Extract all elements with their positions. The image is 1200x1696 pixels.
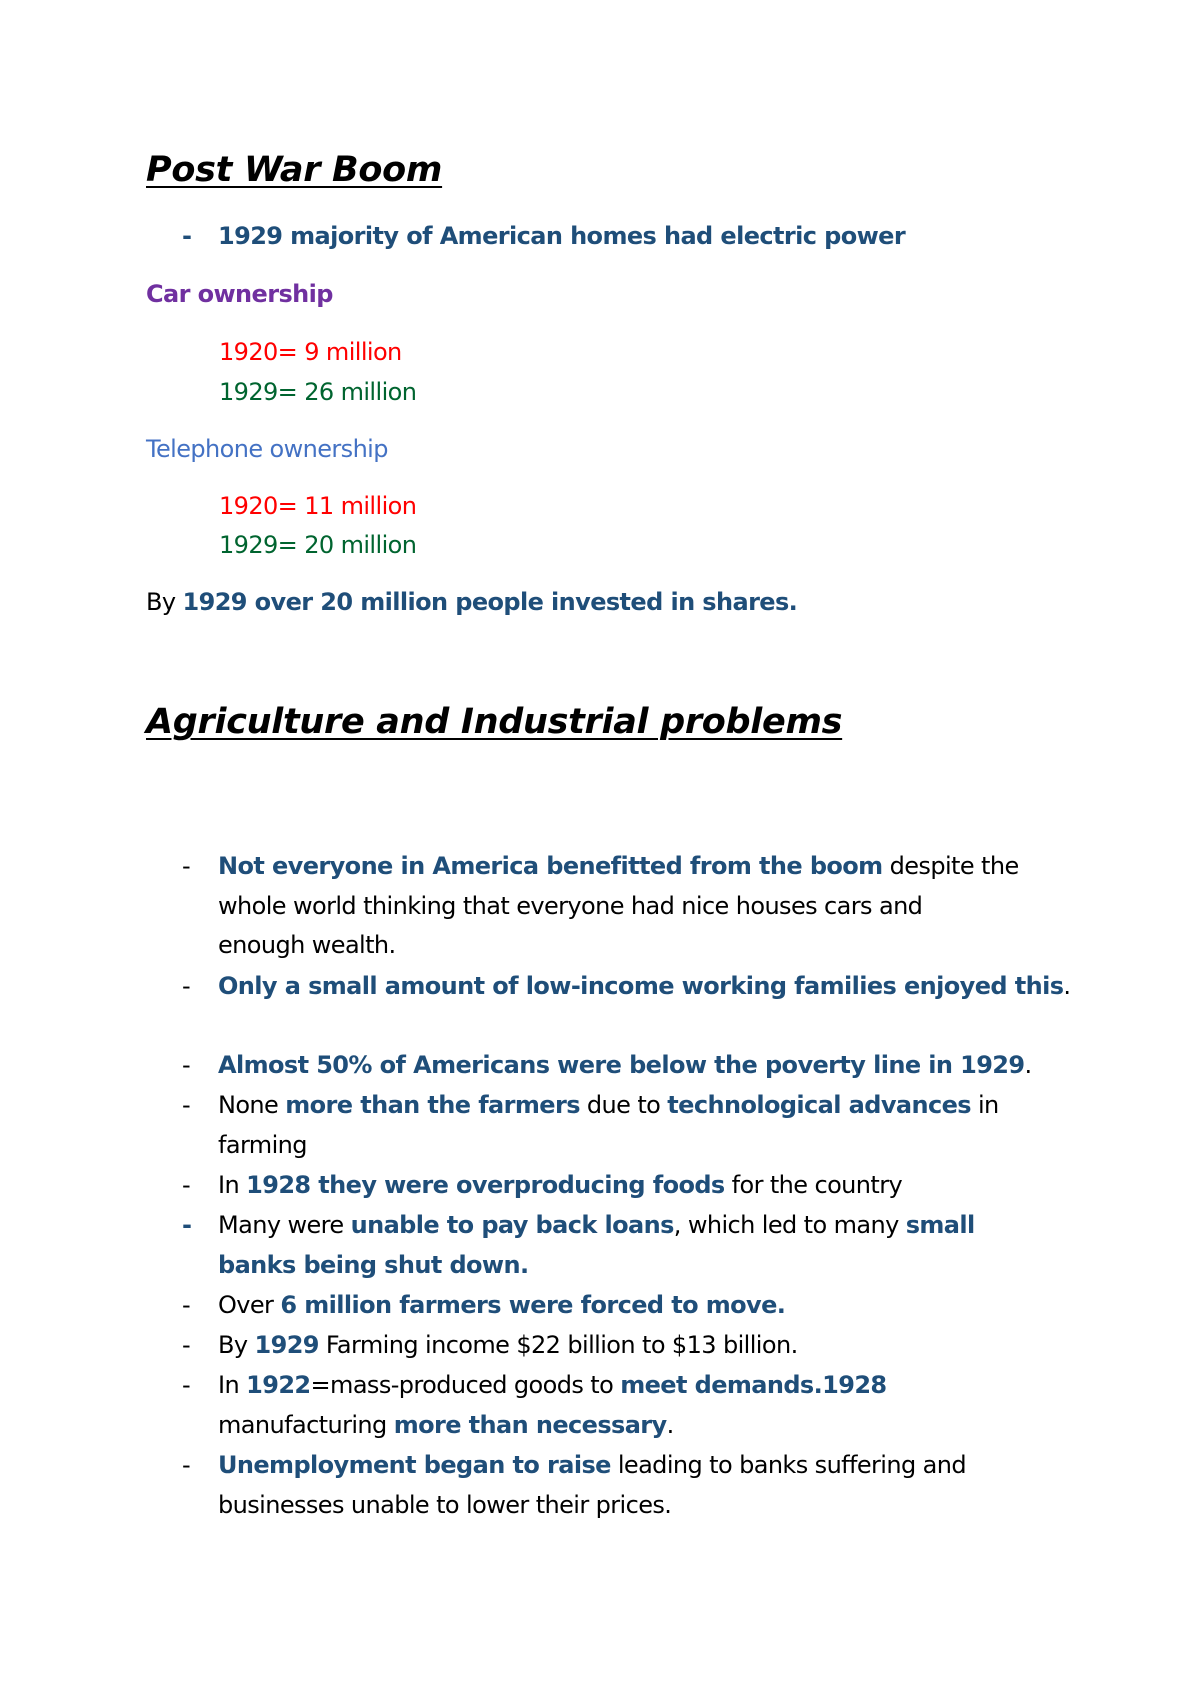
bullet-9-bold-1: 1922 (246, 1371, 311, 1399)
telephone-1920-value: 1920= 11 million (219, 492, 417, 520)
section-title-post-war-boom: Post War Boom (146, 150, 443, 190)
telephone-1929-value: 1929= 20 million (219, 531, 417, 559)
bullet-6-line-2: banks being shut down. (218, 1251, 529, 1279)
bullet-dash: - (182, 1051, 191, 1079)
shares-prefix: By (146, 588, 183, 616)
bullet-4-text-3: in (970, 1091, 999, 1119)
bullet-electric-power: 1929 majority of American homes had electric power (218, 222, 906, 250)
bullet-dash: - (182, 1331, 191, 1359)
bullet-9-line-1 (218, 1371, 887, 1399)
bullet-4-line-1 (218, 1091, 999, 1119)
bullet-dash: - (182, 1371, 191, 1399)
bullet-6-text-1: Many were (218, 1211, 351, 1239)
bullet-2-text: . (1063, 972, 1071, 1000)
bullet-10-bold: Unemployment began to raise (218, 1451, 611, 1479)
car-1920-value: 1920= 9 million (219, 338, 402, 366)
bullet-7-text: Over (218, 1291, 281, 1319)
bullet-9-text-3: manufacturing (218, 1411, 394, 1439)
bullet-dash: - (182, 1091, 191, 1119)
bullet-9-text-1: In (218, 1371, 247, 1399)
bullet-3 (218, 1051, 1032, 1079)
bullet-5-text-1: In (218, 1171, 247, 1199)
bullet-1-bold: Not everyone in America benefitted from the boom (218, 852, 883, 880)
bullet-2 (218, 972, 1070, 1000)
bullet-3-bold: Almost 50% of Americans were below the poverty line in 1929 (218, 1051, 1025, 1079)
bullet-dash: - (182, 1451, 191, 1479)
section-title-agriculture-industrial: Agriculture and Industrial problems (146, 702, 843, 742)
bullet-8-text-2: Farming income $22 billion to $13 billion. (318, 1331, 798, 1359)
car-1929-value: 1929= 26 million (219, 378, 417, 406)
bullet-dash: - (182, 1291, 191, 1319)
bullet-2-bold: Only a small amount of low-income working families enjoyed this (218, 972, 1064, 1000)
bullet-4-line-2: farming (218, 1131, 307, 1159)
bullet-8-bold: 1929 (254, 1331, 319, 1359)
bullet-9-text-4: . (666, 1411, 674, 1439)
bullet-10-line-2: businesses unable to lower their prices. (218, 1491, 672, 1519)
shares-statement (146, 588, 797, 616)
shares-bold: 1929 over 20 million people invested in shares. (182, 588, 798, 616)
bullet-6-line-1 (218, 1211, 975, 1239)
bullet-5-bold: 1928 they were overproducing foods (246, 1171, 725, 1199)
bullet-7-bold: 6 million farmers were forced to move. (280, 1291, 786, 1319)
bullet-4-bold-1: more than the farmers (285, 1091, 580, 1119)
car-ownership-label: Car ownership (146, 280, 333, 308)
bullet-9-bold-3: more than necessary (393, 1411, 667, 1439)
bullet-1-line-3: enough wealth. (218, 931, 396, 959)
bullet-4-text-2: due to (579, 1091, 668, 1119)
bullet-4-bold-2: technological advances (667, 1091, 971, 1119)
telephone-ownership-label: Telephone ownership (146, 435, 388, 463)
bullet-1-text: despite the (882, 852, 1019, 880)
bullet-4-text-1: None (218, 1091, 286, 1119)
bullet-9-bold-2: meet demands.1928 (620, 1371, 887, 1399)
bullet-dash: - (182, 1171, 191, 1199)
bullet-dash: - (182, 852, 191, 880)
bullet-3-text: . (1024, 1051, 1032, 1079)
bullet-9-text-2: =mass-produced goods to (310, 1371, 621, 1399)
bullet-10-line-1 (218, 1451, 966, 1479)
bullet-1-line-1 (218, 852, 1019, 880)
bullet-7 (218, 1291, 785, 1319)
bullet-1-line-2: whole world thinking that everyone had nice houses cars and (218, 892, 923, 920)
bullet-8 (218, 1331, 798, 1359)
bullet-6-bold-1: unable to pay back loans (350, 1211, 674, 1239)
bullet-dash: - (182, 1211, 192, 1239)
bullet-dash: - (182, 972, 191, 1000)
bullet-dash: - (182, 222, 192, 250)
bullet-6-bold-2: small (905, 1211, 975, 1239)
bullet-9-line-2 (218, 1411, 674, 1439)
bullet-10-text: leading to banks suffering and (610, 1451, 967, 1479)
bullet-5-text-2: for the country (724, 1171, 903, 1199)
bullet-5 (218, 1171, 902, 1199)
bullet-6-text-2: , which led to many (673, 1211, 906, 1239)
bullet-8-text-1: By (218, 1331, 255, 1359)
